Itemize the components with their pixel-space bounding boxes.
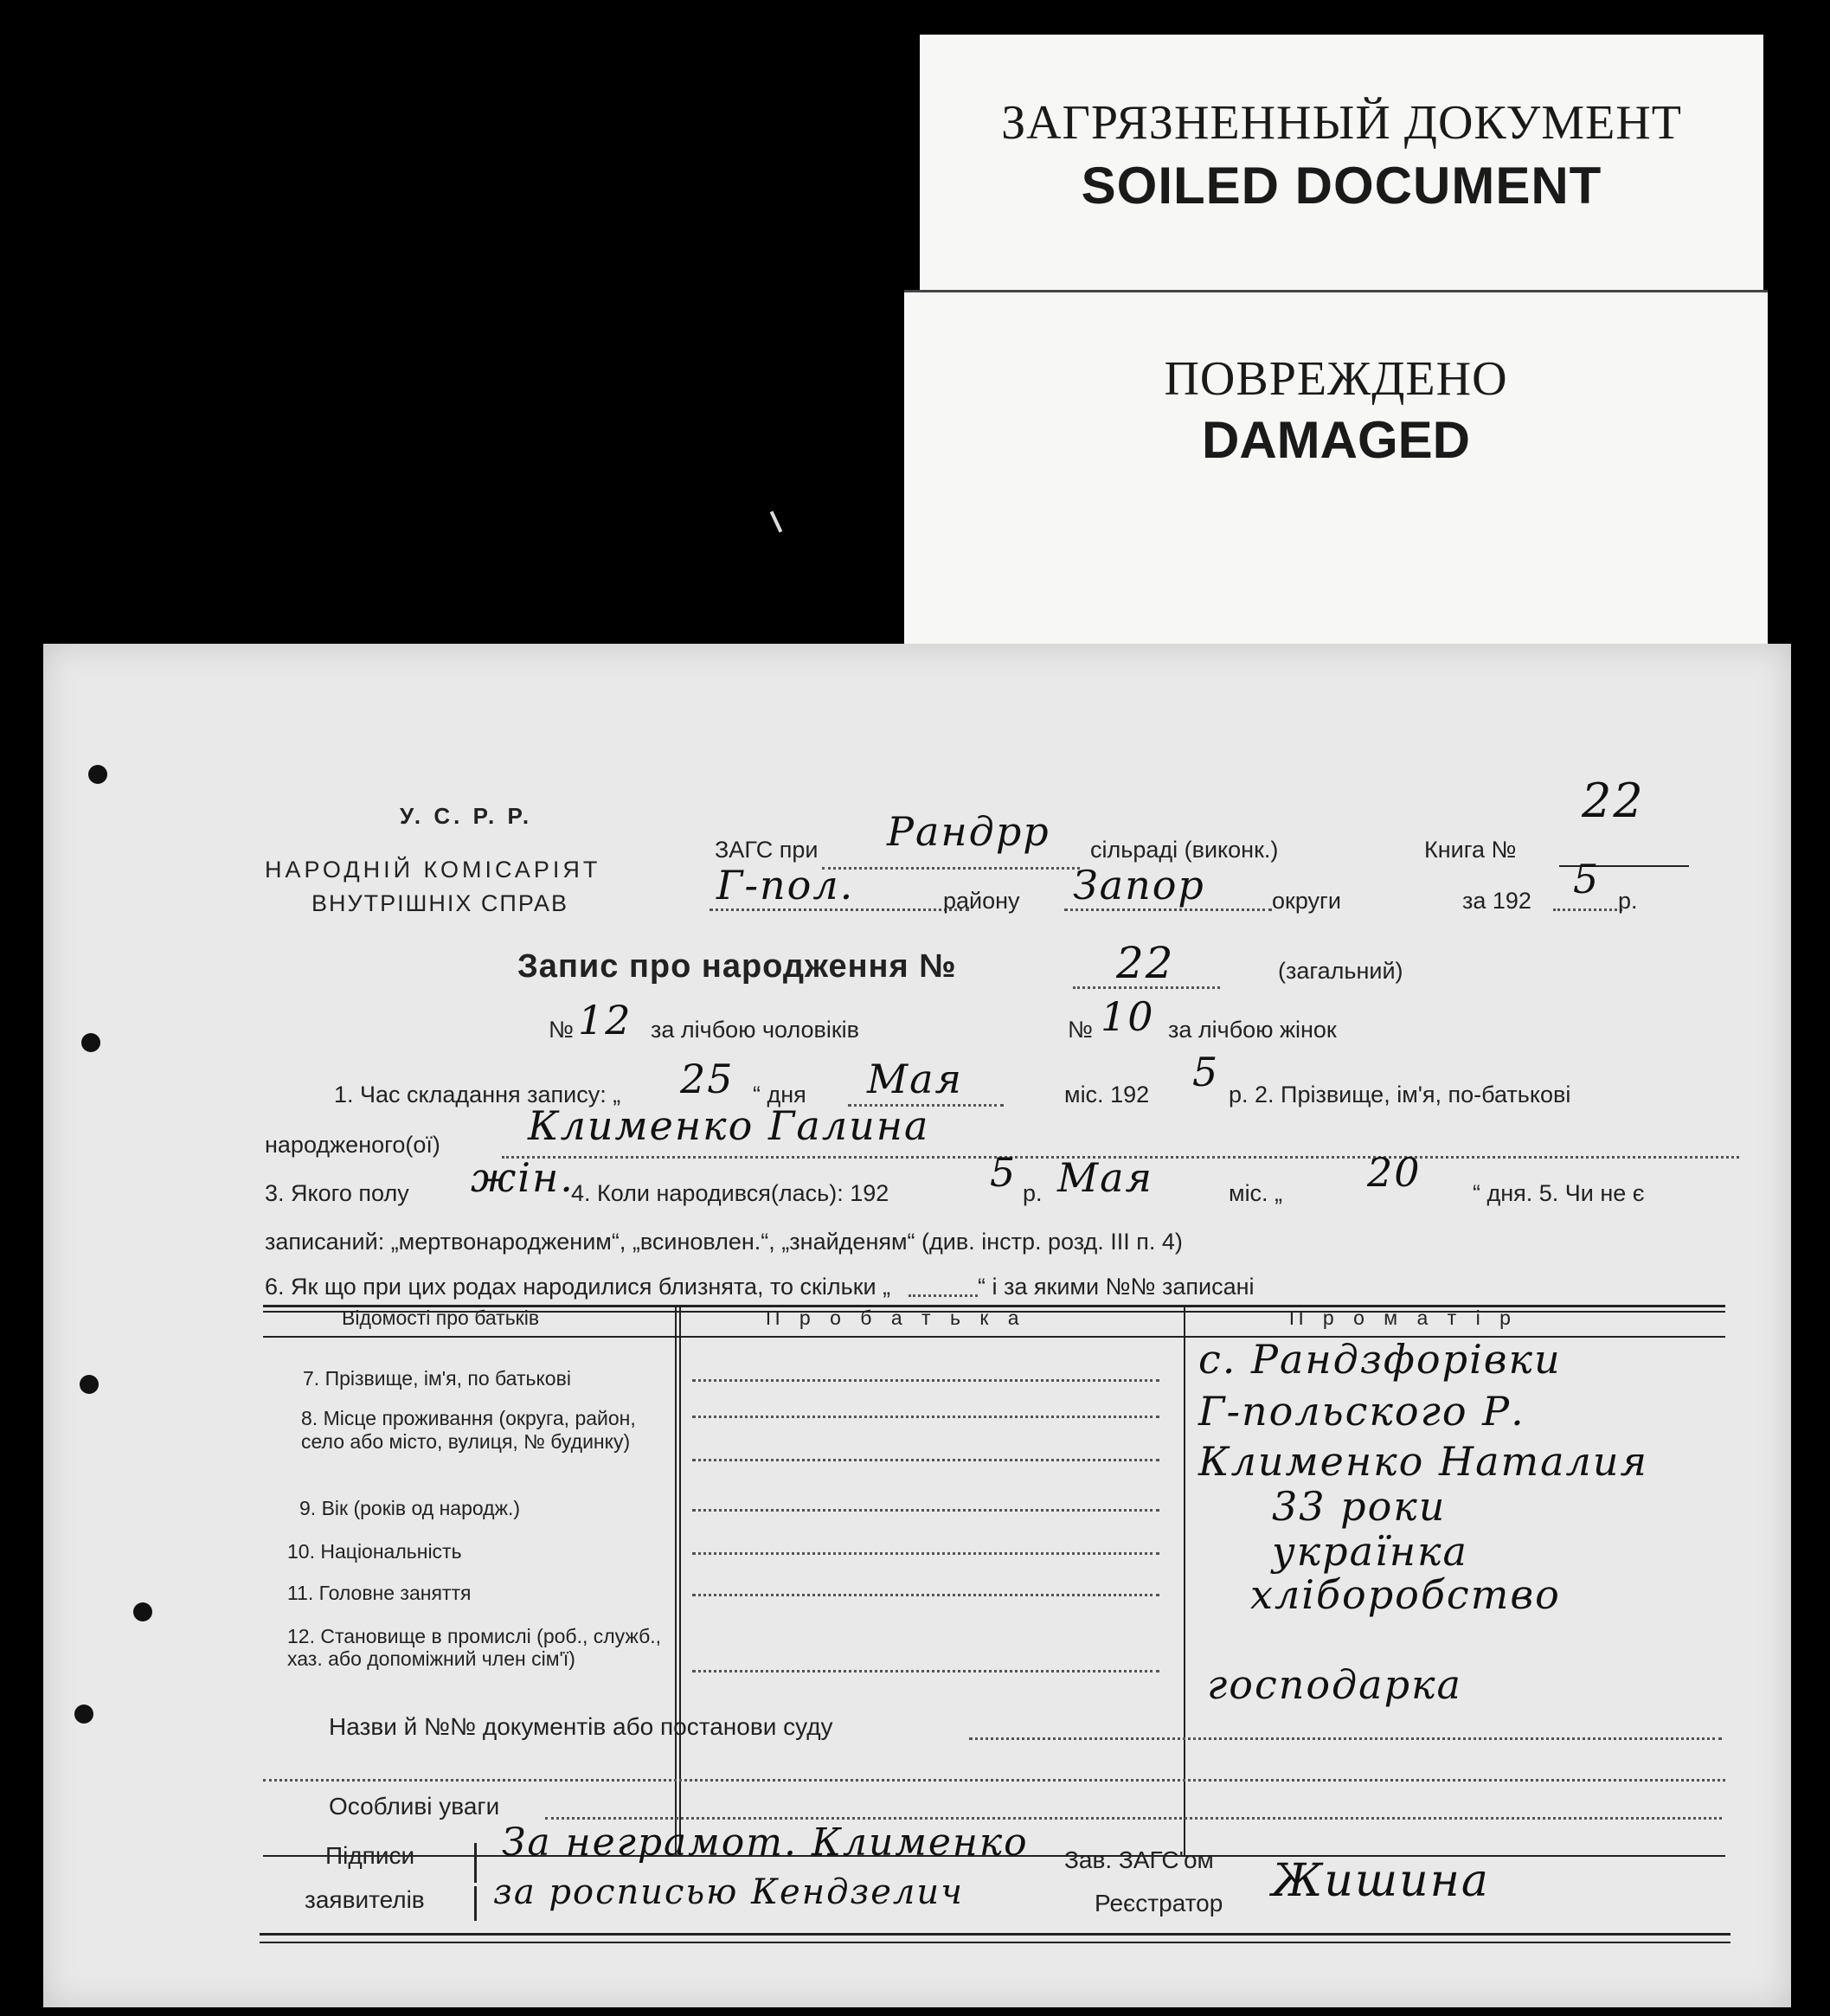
women-number: 10 (1101, 993, 1155, 1040)
mother-nationality: українка (1272, 1528, 1468, 1575)
year-suffix: р. (1618, 888, 1638, 914)
record-year: 5 (1192, 1049, 1220, 1095)
father-line (692, 1416, 1159, 1418)
zags-value-line (822, 867, 1080, 870)
remarks-label: Особливі уваги (329, 1793, 500, 1820)
row-label-occupation: 11. Головне заняття (287, 1582, 472, 1604)
punch-hole (80, 1375, 99, 1394)
father-line (692, 1670, 1159, 1673)
table-col-divider (1184, 1305, 1185, 1855)
zags-value: Рандрр (887, 808, 1050, 855)
table-col-divider (675, 1305, 677, 1855)
child-name: Клименко Галина (528, 1102, 930, 1149)
item1-label: 1. Час складання запису: „ (334, 1082, 621, 1108)
zags-head-label: Зав. ЗАГС'ом (1064, 1846, 1214, 1873)
father-line (692, 1459, 1159, 1461)
punch-hole (74, 1705, 93, 1724)
district-value: Г-пол. (716, 862, 855, 908)
men-no-prefix: № (549, 1017, 574, 1043)
bottom-rule (260, 1942, 1730, 1943)
col-header-father: П р о б а т ь к а (766, 1307, 1026, 1329)
documents-label: Назви й №№ документів або постанови суду (329, 1713, 833, 1740)
record-number: 22 (1116, 938, 1175, 988)
record-day: 25 (680, 1056, 735, 1102)
applicant-signature-2: за росписью Кендзелич (493, 1872, 965, 1912)
damaged-card (904, 290, 1768, 665)
item5-label: “ дня. 5. Чи не є (1473, 1180, 1645, 1206)
men-number: 12 (578, 997, 632, 1043)
item2-label: р. 2. Прізвище, ім'я, по-батькові (1229, 1082, 1571, 1108)
birth-day: 20 (1367, 1149, 1422, 1196)
item6-text-b: “ і за якими №№ записані (978, 1274, 1255, 1300)
registrar-label: Реєстратор (1095, 1890, 1223, 1916)
year-digit: 5 (1573, 856, 1601, 902)
book-label: Книга № (1424, 837, 1517, 863)
book-number: 22 (1582, 774, 1645, 828)
birth-year: 5 (990, 1149, 1018, 1196)
year-prefix: за 192 (1462, 888, 1531, 914)
father-line (692, 1552, 1159, 1555)
scratch-mark (770, 510, 783, 532)
punch-hole (133, 1602, 152, 1621)
signature-bracket (474, 1886, 477, 1921)
soiled-label-en: SOILED DOCUMENT (1081, 157, 1602, 215)
child-sex: жін. (471, 1154, 575, 1201)
father-line (692, 1594, 1159, 1596)
item3-label: 3. Якого полу (265, 1180, 409, 1206)
record-title: Запис про народження № (517, 948, 957, 985)
men-label: за лічбою чоловіків (651, 1017, 860, 1043)
record-general: (загальний) (1278, 958, 1403, 984)
applicant-signature-1: За неграмот. Клименко (502, 1820, 1029, 1865)
punch-hole (81, 1033, 100, 1052)
birth-month: Мая (1057, 1154, 1153, 1201)
header-internal-affairs: ВНУТРІШНІХ СПРАВ (311, 890, 569, 916)
signature-bracket (474, 1843, 477, 1883)
mother-name-line1: с. Рандзфорівки (1198, 1336, 1562, 1383)
item1-month-label: міс. 192 (1064, 1082, 1150, 1108)
documents-line2 (263, 1779, 1725, 1782)
item6-text-a: 6. Як що при цих родах народилися близнята, то скільки „ (265, 1274, 891, 1300)
damaged-label-ru: ПОВРЕЖДЕНО (1164, 352, 1508, 406)
council-label: сільраді (виконк.) (1090, 837, 1279, 863)
item4-month-label: міс. „ (1229, 1180, 1283, 1206)
father-line (692, 1509, 1159, 1512)
district-value-line (710, 908, 969, 911)
col-header-parents: Відомості про батьків (342, 1307, 540, 1329)
documents-line (969, 1737, 1722, 1740)
applicants-label: заявителів (305, 1886, 425, 1913)
mother-name-line2: Г-польского Р. (1198, 1388, 1525, 1435)
women-no-prefix: № (1068, 1017, 1093, 1043)
header-commissariat: НАРОДНІЙ КОМІСАРІЯТ (265, 857, 601, 883)
table-col-divider (679, 1305, 681, 1855)
row-label-age: 9. Вік (років од народж.) (299, 1497, 521, 1519)
item1-day-label: “ дня (753, 1082, 806, 1108)
record-month: Мая (867, 1056, 963, 1102)
birth-record-form (43, 644, 1791, 2007)
bottom-rule (260, 1933, 1730, 1936)
signatures-label: Підписи (325, 1842, 415, 1869)
zags-label: ЗАГС при (715, 837, 819, 863)
twins-count-line (909, 1294, 978, 1297)
okrug-value-line (1064, 908, 1272, 911)
district-label: району (943, 888, 1020, 914)
year-line (1553, 908, 1622, 911)
mother-position: господарка (1207, 1661, 1462, 1708)
mother-name-line3: Клименко Наталия (1198, 1438, 1648, 1485)
damaged-label-en: DAMAGED (1202, 411, 1470, 469)
okrug-value: Запор (1073, 862, 1205, 908)
remarks-line (545, 1817, 1722, 1820)
col-header-mother: П р о м а т і р (1289, 1307, 1518, 1329)
mother-age: 33 роки (1272, 1483, 1447, 1530)
soiled-label-ru: ЗАГРЯЗНЕННЫЙ ДОКУМЕНТ (1001, 96, 1682, 150)
okrug-label: округи (1272, 888, 1341, 914)
item4-year-suffix: р. (1023, 1180, 1043, 1206)
mother-occupation: хліборобство (1250, 1571, 1561, 1618)
header-ussr: У. С. Р. Р. (400, 803, 533, 829)
row-label-position: 12. Становище в промислі (роб., служб., хаз. або допоміжний член сім'ї) (287, 1625, 662, 1670)
item2-born-label: народженого(ої) (265, 1132, 440, 1158)
father-line (692, 1379, 1159, 1382)
punch-hole (88, 765, 107, 784)
women-label: за лічбою жінок (1168, 1017, 1337, 1043)
item5-text: записаний: „мертвонародженим“, „всиновлен.“, „знайденям“ (див. інстр. розд. III п. 4) (265, 1229, 1183, 1255)
row-label-residence: 8. Місце проживання (округа, район, село або місто, вулиця, № будинку) (301, 1407, 636, 1453)
row-label-nationality: 10. Національність (287, 1540, 462, 1563)
registrar-signature: Жишина (1272, 1855, 1490, 1907)
row-label-name: 7. Прізвище, ім'я, по батькові (303, 1367, 571, 1390)
item4-label: 4. Коли народився(лась): 192 (571, 1180, 889, 1206)
